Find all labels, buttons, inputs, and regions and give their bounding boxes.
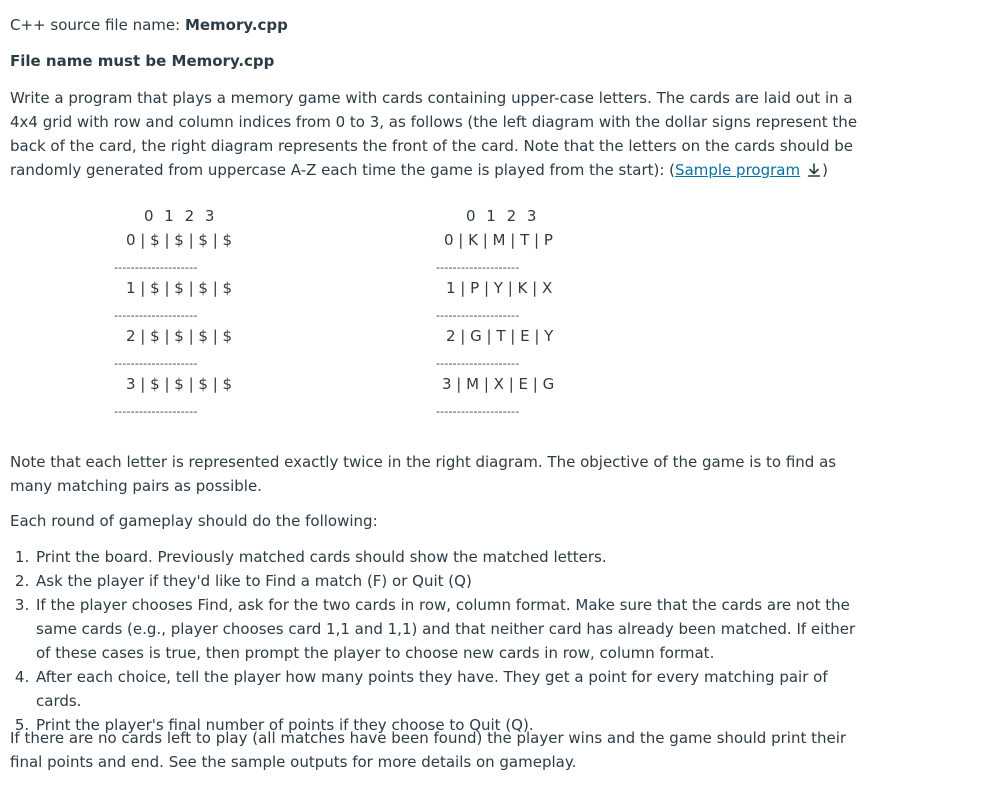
list-item: 4. After each choice, tell the player how many points they have. They get a point for every matching pair of cards. xyxy=(34,665,874,713)
source-file-label: C++ source file name: xyxy=(10,16,185,34)
right-grid-separator: -------------------- xyxy=(436,357,520,370)
right-grid-separator: -------------------- xyxy=(436,261,520,274)
right-grid-row: 0 | K | M | T | P xyxy=(444,231,553,249)
right-grid-row: 3 | M | X | E | G xyxy=(442,375,555,393)
sample-program-link[interactable]: Sample program xyxy=(675,161,801,179)
left-grid-separator: -------------------- xyxy=(114,261,198,274)
round-intro: Each round of gameplay should do the following: xyxy=(10,512,378,530)
source-file-line xyxy=(10,13,288,37)
intro-close-paren: ) xyxy=(822,161,828,179)
left-grid-row: 0 | $ | $ | $ | $ xyxy=(126,231,233,249)
left-grid-separator: -------------------- xyxy=(114,405,198,418)
left-grid-separator: -------------------- xyxy=(114,357,198,370)
left-grid-header: 0 1 2 3 xyxy=(144,207,218,225)
right-grid-separator: -------------------- xyxy=(436,309,520,322)
right-grid-separator: -------------------- xyxy=(436,405,520,418)
file-name-rule: File name must be Memory.cpp xyxy=(10,52,275,70)
source-file-name: Memory.cpp xyxy=(184,16,288,34)
right-grid-header: 0 1 2 3 xyxy=(466,207,540,225)
right-grid-row: 2 | G | T | E | Y xyxy=(446,327,554,345)
ending-paragraph: If there are no cards left to play (all matches have been found) the player wins and the game should print their final points and end. See the sample outputs for more details on gameplay. xyxy=(10,729,847,771)
right-grid-row: 1 | P | Y | K | X xyxy=(446,279,553,297)
intro-text: Write a program that plays a memory game with cards containing upper-case letters. The cards are laid out in a 4x4 grid with row and column indices from 0 to 3, as follows (the left diagram with the dollar signs represent the back of the card, the right diagram represents the front of the card. Note that the letters on the cards should be randomly generated from uppercase A-Z each time the game is played from the start): ( xyxy=(10,89,858,179)
download-icon[interactable] xyxy=(806,161,822,177)
left-grid-row: 3 | $ | $ | $ | $ xyxy=(126,375,233,393)
left-grid-row: 2 | $ | $ | $ | $ xyxy=(126,327,233,345)
note-paragraph: Note that each letter is represented exactly twice in the right diagram. The objective of the game is to find as many matching pairs as possible. xyxy=(10,453,837,495)
gameplay-steps-list xyxy=(10,545,874,737)
list-item: 2. Ask the player if they'd like to Find a match (F) or Quit (Q) xyxy=(34,569,874,593)
left-grid-separator: -------------------- xyxy=(114,309,198,322)
list-item: 1. Print the board. Previously matched cards should show the matched letters. xyxy=(34,545,874,569)
left-grid-row: 1 | $ | $ | $ | $ xyxy=(126,279,233,297)
list-item: 3. If the player chooses Find, ask for the two cards in row, column format. Make sure that the cards are not the same cards (e.g., player chooses card 1,1 and 1,1) and that neither card has already been matched. If either of these cases is true, then prompt the player to choose new cards in row, column format. xyxy=(34,593,874,665)
list-item: 5. Print the player's final number of points if they choose to Quit (Q). xyxy=(34,713,874,737)
intro-paragraph xyxy=(10,86,860,182)
